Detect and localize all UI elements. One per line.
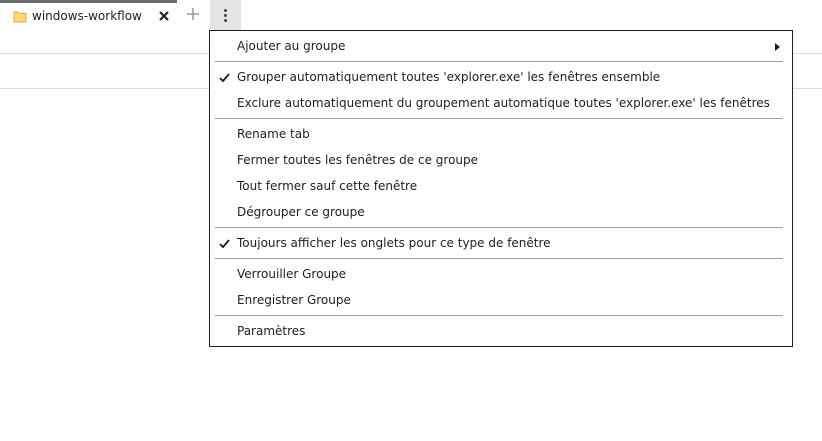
close-icon[interactable] [156, 8, 172, 24]
menu-separator [215, 118, 783, 119]
checkmark-icon [219, 72, 230, 83]
menu-item-close-all-group[interactable]: Fermer toutes les fenêtres de ce groupe [237, 153, 479, 167]
menu-item-lock-group[interactable]: Verrouiller Groupe [237, 267, 347, 281]
kebab-dot-icon [224, 19, 227, 22]
menu-item-add-to-group[interactable]: Ajouter au groupe [210, 36, 792, 58]
kebab-dot-icon [224, 14, 227, 17]
menu-item-always-show-tabs[interactable]: Toujours afficher les onglets pour ce type de fenêtre [210, 233, 792, 255]
tab-windows-workflow[interactable] [0, 0, 177, 31]
menu-item-rename-tab[interactable]: Rename tab [237, 127, 310, 141]
menu-item-settings[interactable]: Paramètres [237, 324, 306, 338]
new-tab-plus-icon[interactable] [184, 4, 202, 24]
tab-bar [0, 0, 822, 31]
folder-icon [13, 9, 27, 23]
kebab-dot-icon [224, 9, 227, 12]
menu-separator [215, 315, 783, 316]
checkmark-icon [219, 238, 230, 249]
menu-item-close-others[interactable]: Tout fermer sauf cette fenêtre [237, 179, 418, 193]
tab-title: windows-workflow [32, 9, 142, 23]
menu-item-auto-exclude[interactable]: Exclure automatiquement du groupement automatique toutes 'explorer.exe' les fenêtres [237, 96, 770, 110]
more-options-button[interactable] [210, 0, 241, 31]
menu-separator [215, 227, 783, 228]
menu-item-auto-group[interactable]: Grouper automatiquement toutes 'explorer.exe' les fenêtres ensemble [210, 67, 792, 89]
menu-separator [215, 258, 783, 259]
menu-item-save-group[interactable]: Enregistrer Groupe [237, 293, 351, 307]
menu-item-ungroup[interactable]: Dégrouper ce groupe [237, 205, 365, 219]
context-menu [209, 30, 793, 347]
menu-separator [215, 61, 783, 62]
submenu-arrow-icon [775, 43, 780, 51]
